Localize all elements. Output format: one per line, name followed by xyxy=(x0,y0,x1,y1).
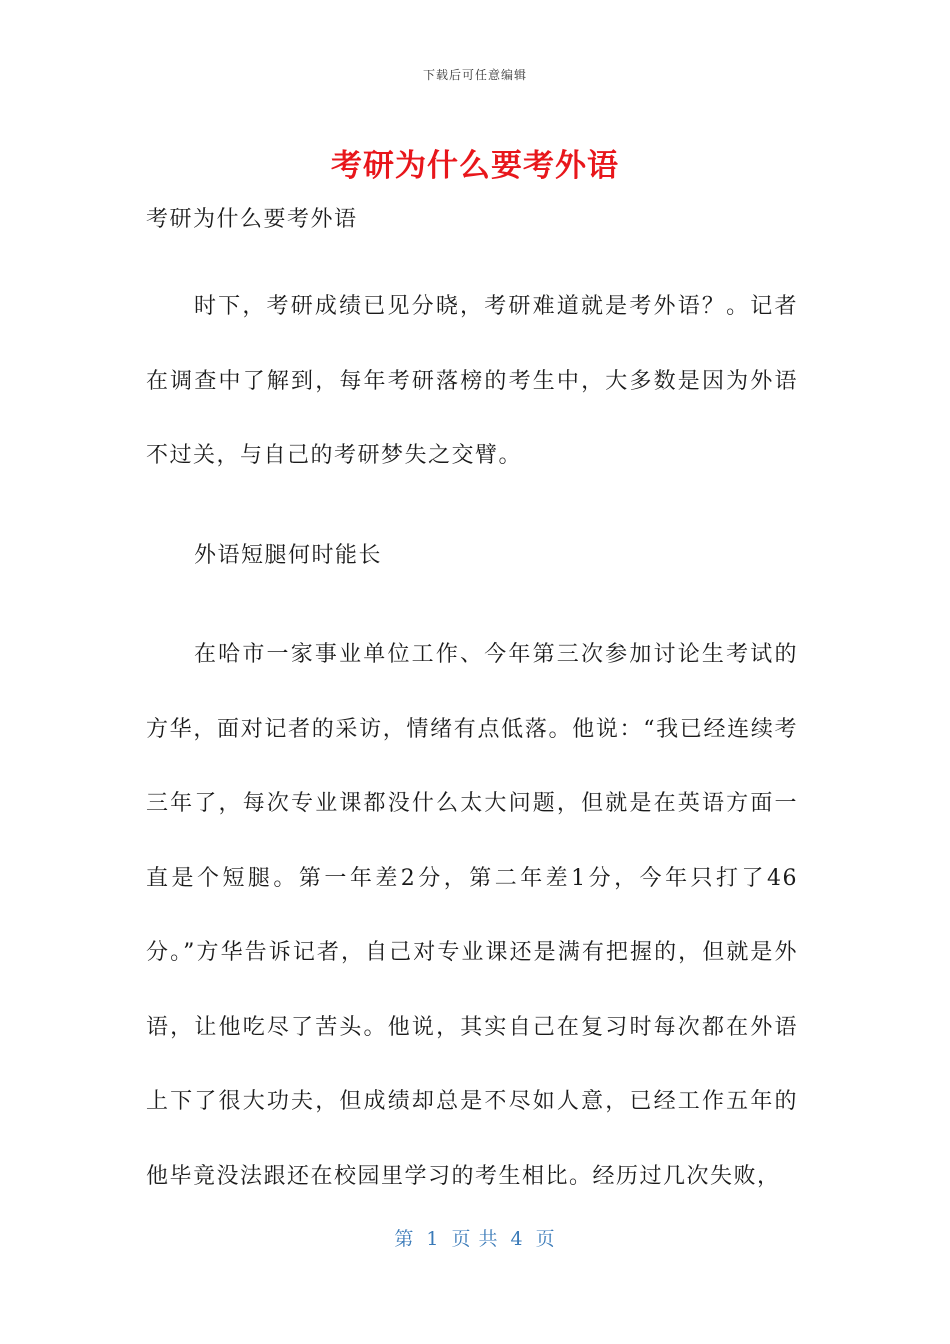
footer-page-number: 1 xyxy=(426,1228,440,1250)
paragraph-story: 在哈市一家事业单位工作、今年第三次参加讨论生考试的方华，面对记者的采访，情绪有点低落。他说：“我已经连续考三年了，每次专业课都没什么太大问题，但就是在英语方面一直是个短腿。第一年差2分，第二年差1分，今年只打了46分。”方华告诉记者，自己对专业课还是满有把握的，但就是外语，让他吃尽了苦头。他说，其实自己在复习时每次都在外语上下了很大功夫，但成绩却总是不尽如人意，已经工作五年的他毕竟没法跟还在校园里学习的考生相比。经历过几次失败， xyxy=(146,642,798,1189)
footer-prefix: 第 xyxy=(394,1228,415,1250)
footer-total-pages: 4 xyxy=(510,1228,524,1250)
header-note: 下载后可任意编辑 xyxy=(422,68,527,82)
footer-suffix: 页 xyxy=(535,1228,556,1250)
document-title: 考研为什么要考外语 xyxy=(331,148,619,184)
document-subtitle: 考研为什么要考外语 xyxy=(146,207,358,232)
document-body xyxy=(146,195,798,1214)
footer-middle: 页 共 xyxy=(451,1228,499,1250)
page-footer xyxy=(0,1224,950,1251)
paragraph-intro: 时下，考研成绩已见分晓，考研难道就是考外语？。记者在调查中了解到，每年考研落榜的考生中，大多数是因为外语不过关，与自己的考研梦失之交臂。 xyxy=(146,294,798,468)
section-heading: 外语短腿何时能长 xyxy=(194,542,383,568)
